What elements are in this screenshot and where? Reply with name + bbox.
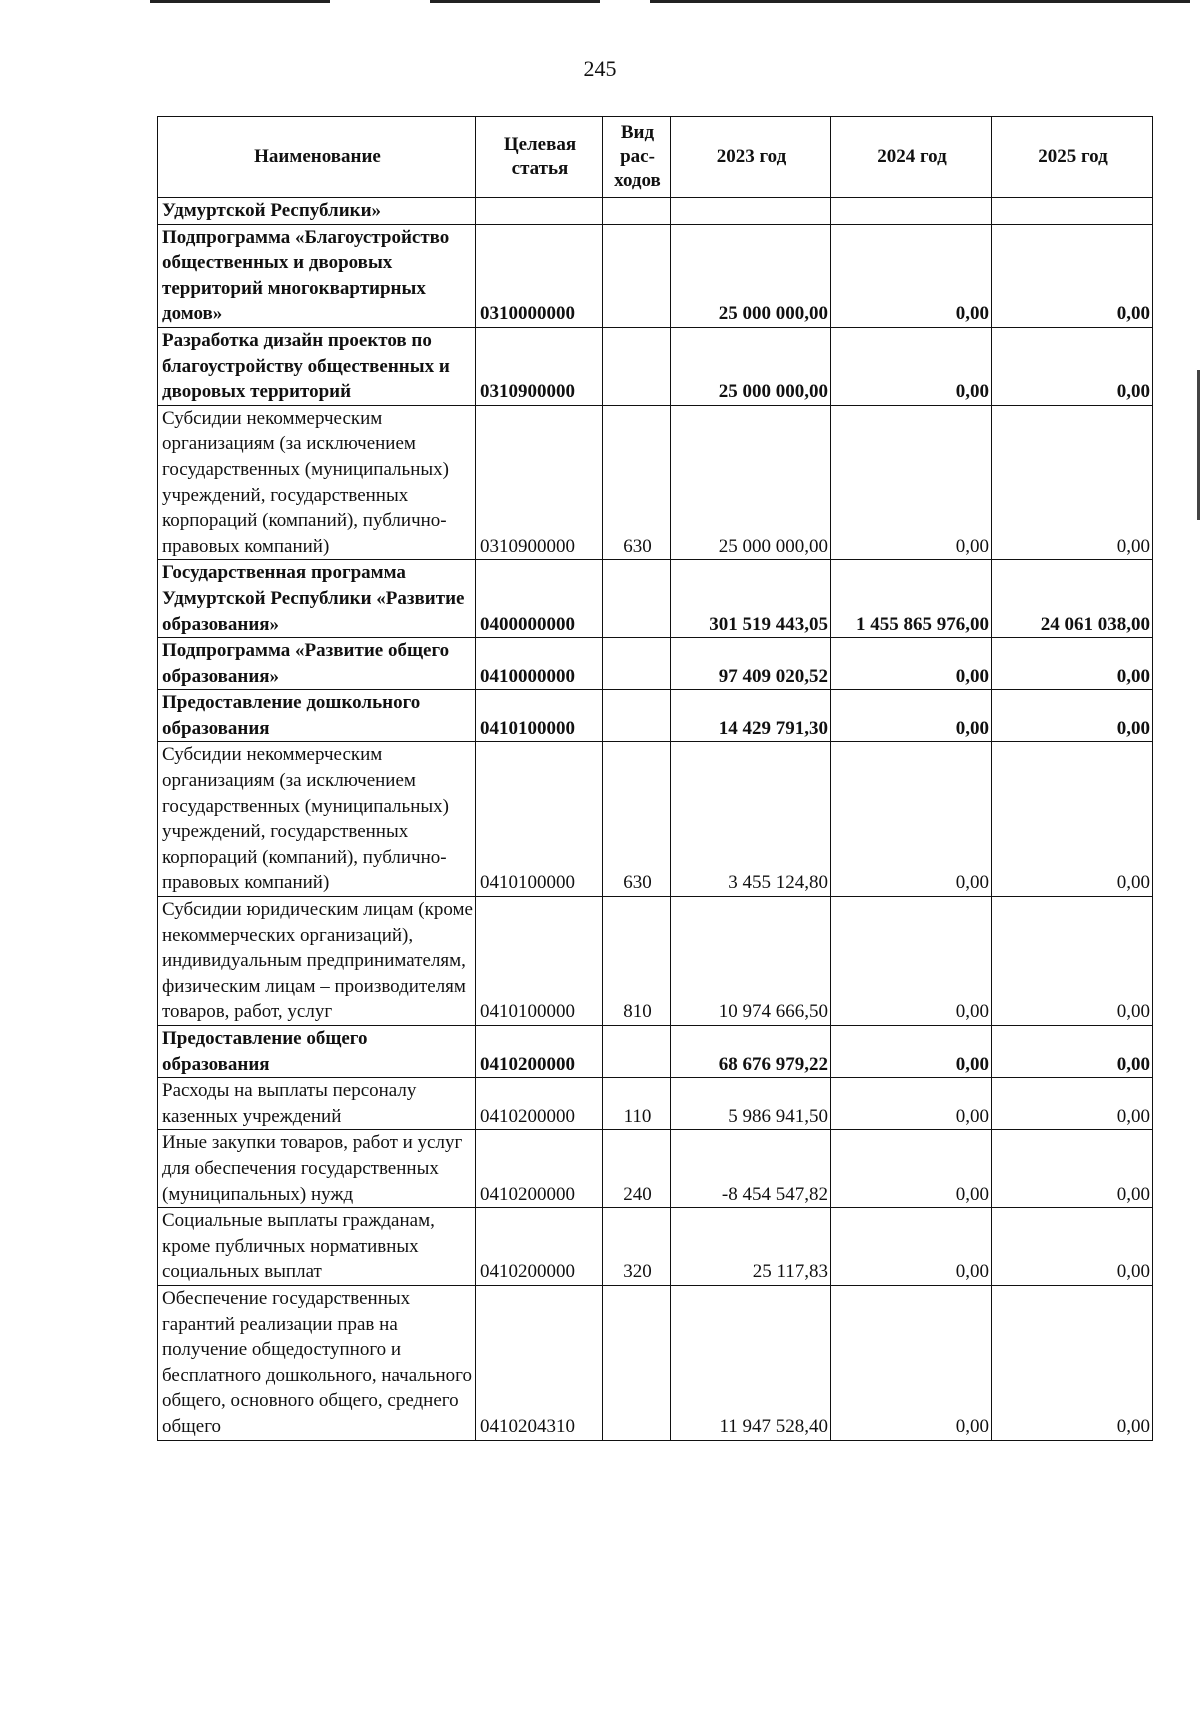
- cell-code: 0410204310: [476, 1285, 603, 1440]
- cell-name: Обеспечение государственных гарантий реализации прав на получение общедоступного и бесплатного дошкольного, начального общего, основного общего, среднего общего: [158, 1285, 476, 1440]
- cell-kind: [603, 690, 671, 742]
- cell-kind: 240: [603, 1130, 671, 1208]
- cell-2025: 0,00: [992, 1078, 1153, 1130]
- cell-2024: 0,00: [831, 638, 992, 690]
- cell-2024: 0,00: [831, 690, 992, 742]
- table-row: [158, 1285, 1153, 1440]
- cell-2025: 0,00: [992, 638, 1153, 690]
- cell-code: 0410100000: [476, 690, 603, 742]
- cell-2024: 0,00: [831, 1130, 992, 1208]
- cell-name: Субсидии некоммерческим организациям (за исключением государственных (муниципальных) учреждений, государственных корпораций (компаний), публично-правовых компаний): [158, 742, 476, 897]
- cell-2025: 0,00: [992, 327, 1153, 405]
- cell-2024: 0,00: [831, 897, 992, 1026]
- table-row: [158, 224, 1153, 327]
- cell-2023: 97 409 020,52: [671, 638, 831, 690]
- cell-code: 0410200000: [476, 1130, 603, 1208]
- cell-kind: [603, 198, 671, 225]
- table-row: [158, 1026, 1153, 1078]
- cell-2025: 0,00: [992, 1130, 1153, 1208]
- header-kind: Вид рас-ходов: [603, 117, 671, 198]
- cell-2025: 0,00: [992, 897, 1153, 1026]
- cell-kind: 110: [603, 1078, 671, 1130]
- table-row: [158, 327, 1153, 405]
- cell-code: 0310900000: [476, 327, 603, 405]
- cell-code: [476, 198, 603, 225]
- cell-2024: 0,00: [831, 1078, 992, 1130]
- cell-2025: 0,00: [992, 690, 1153, 742]
- header-2025: 2025 год: [992, 117, 1153, 198]
- cell-name: Предоставление дошкольного образования: [158, 690, 476, 742]
- cell-kind: [603, 327, 671, 405]
- cell-2023: 11 947 528,40: [671, 1285, 831, 1440]
- cell-2025: 24 061 038,00: [992, 560, 1153, 638]
- cell-2023: 25 000 000,00: [671, 327, 831, 405]
- cell-2024: 1 455 865 976,00: [831, 560, 992, 638]
- cell-2025: 0,00: [992, 405, 1153, 560]
- cell-kind: [603, 1026, 671, 1078]
- table-row: [158, 560, 1153, 638]
- cell-kind: [603, 1285, 671, 1440]
- cell-2025: 0,00: [992, 1208, 1153, 1286]
- cell-name: Предоставление общего образования: [158, 1026, 476, 1078]
- cell-name: Иные закупки товаров, работ и услуг для обеспечения государственных (муниципальных) нужд: [158, 1130, 476, 1208]
- cell-2024: 0,00: [831, 1208, 992, 1286]
- cell-kind: [603, 638, 671, 690]
- cell-2025: 0,00: [992, 1026, 1153, 1078]
- table-row: [158, 1078, 1153, 1130]
- cell-code: 0410200000: [476, 1026, 603, 1078]
- cell-name: Разработка дизайн проектов по благоустройству общественных и дворовых территорий: [158, 327, 476, 405]
- cell-2024: 0,00: [831, 1285, 992, 1440]
- cell-code: 0310000000: [476, 224, 603, 327]
- page-number: 245: [583, 56, 617, 81]
- table-row: [158, 897, 1153, 1026]
- scan-artifact-top-right: [650, 0, 1190, 3]
- cell-2025: 0,00: [992, 1285, 1153, 1440]
- table-header-row: [158, 117, 1153, 198]
- cell-name: Подпрограмма «Благоустройство общественных и дворовых территорий многоквартирных домов»: [158, 224, 476, 327]
- header-name: Наименование: [158, 117, 476, 198]
- cell-code: 0410100000: [476, 742, 603, 897]
- table-row: [158, 742, 1153, 897]
- cell-code: 0410100000: [476, 897, 603, 1026]
- cell-code: 0400000000: [476, 560, 603, 638]
- cell-2025: 0,00: [992, 224, 1153, 327]
- cell-2024: 0,00: [831, 742, 992, 897]
- cell-2023: 301 519 443,05: [671, 560, 831, 638]
- cell-name: Подпрограмма «Развитие общего образования»: [158, 638, 476, 690]
- cell-2024: 0,00: [831, 327, 992, 405]
- scan-artifact-top-left: [150, 0, 330, 3]
- header-2024: 2024 год: [831, 117, 992, 198]
- table-row: [158, 405, 1153, 560]
- scan-artifact-top-mid: [430, 0, 600, 3]
- cell-2023: 10 974 666,50: [671, 897, 831, 1026]
- cell-name: Социальные выплаты гражданам, кроме публичных нормативных социальных выплат: [158, 1208, 476, 1286]
- cell-2023: 5 986 941,50: [671, 1078, 831, 1130]
- cell-2023: 3 455 124,80: [671, 742, 831, 897]
- cell-2024: [831, 198, 992, 225]
- header-2023: 2023 год: [671, 117, 831, 198]
- cell-2023: 25 000 000,00: [671, 224, 831, 327]
- cell-2023: 25 117,83: [671, 1208, 831, 1286]
- table-row: [158, 1130, 1153, 1208]
- cell-kind: [603, 224, 671, 327]
- cell-2024: 0,00: [831, 224, 992, 327]
- cell-name: Государственная программа Удмуртской Республики «Развитие образования»: [158, 560, 476, 638]
- cell-kind: 810: [603, 897, 671, 1026]
- cell-name: Удмуртской Республики»: [158, 198, 476, 225]
- cell-kind: [603, 560, 671, 638]
- cell-kind: 320: [603, 1208, 671, 1286]
- cell-2023: 14 429 791,30: [671, 690, 831, 742]
- cell-2024: 0,00: [831, 405, 992, 560]
- table-row: [158, 198, 1153, 225]
- cell-kind: 630: [603, 742, 671, 897]
- cell-2025: 0,00: [992, 742, 1153, 897]
- header-code: Целевая статья: [476, 117, 603, 198]
- cell-2025: [992, 198, 1153, 225]
- budget-table: [157, 116, 1153, 1441]
- cell-code: 0410000000: [476, 638, 603, 690]
- cell-name: Расходы на выплаты персоналу казенных учреждений: [158, 1078, 476, 1130]
- cell-2023: 68 676 979,22: [671, 1026, 831, 1078]
- cell-kind: 630: [603, 405, 671, 560]
- cell-2023: -8 454 547,82: [671, 1130, 831, 1208]
- table-body: [158, 198, 1153, 1441]
- table-row: [158, 638, 1153, 690]
- table-row: [158, 1208, 1153, 1286]
- cell-2023: [671, 198, 831, 225]
- cell-name: Субсидии некоммерческим организациям (за исключением государственных (муниципальных) учреждений, государственных корпораций (компаний), публично-правовых компаний): [158, 405, 476, 560]
- cell-2024: 0,00: [831, 1026, 992, 1078]
- cell-code: 0410200000: [476, 1208, 603, 1286]
- cell-code: 0310900000: [476, 405, 603, 560]
- table-row: [158, 690, 1153, 742]
- cell-name: Субсидии юридическим лицам (кроме некоммерческих организаций), индивидуальным предпринимателям, физическим лицам – производителям товаров, работ, услуг: [158, 897, 476, 1026]
- cell-code: 0410200000: [476, 1078, 603, 1130]
- cell-2023: 25 000 000,00: [671, 405, 831, 560]
